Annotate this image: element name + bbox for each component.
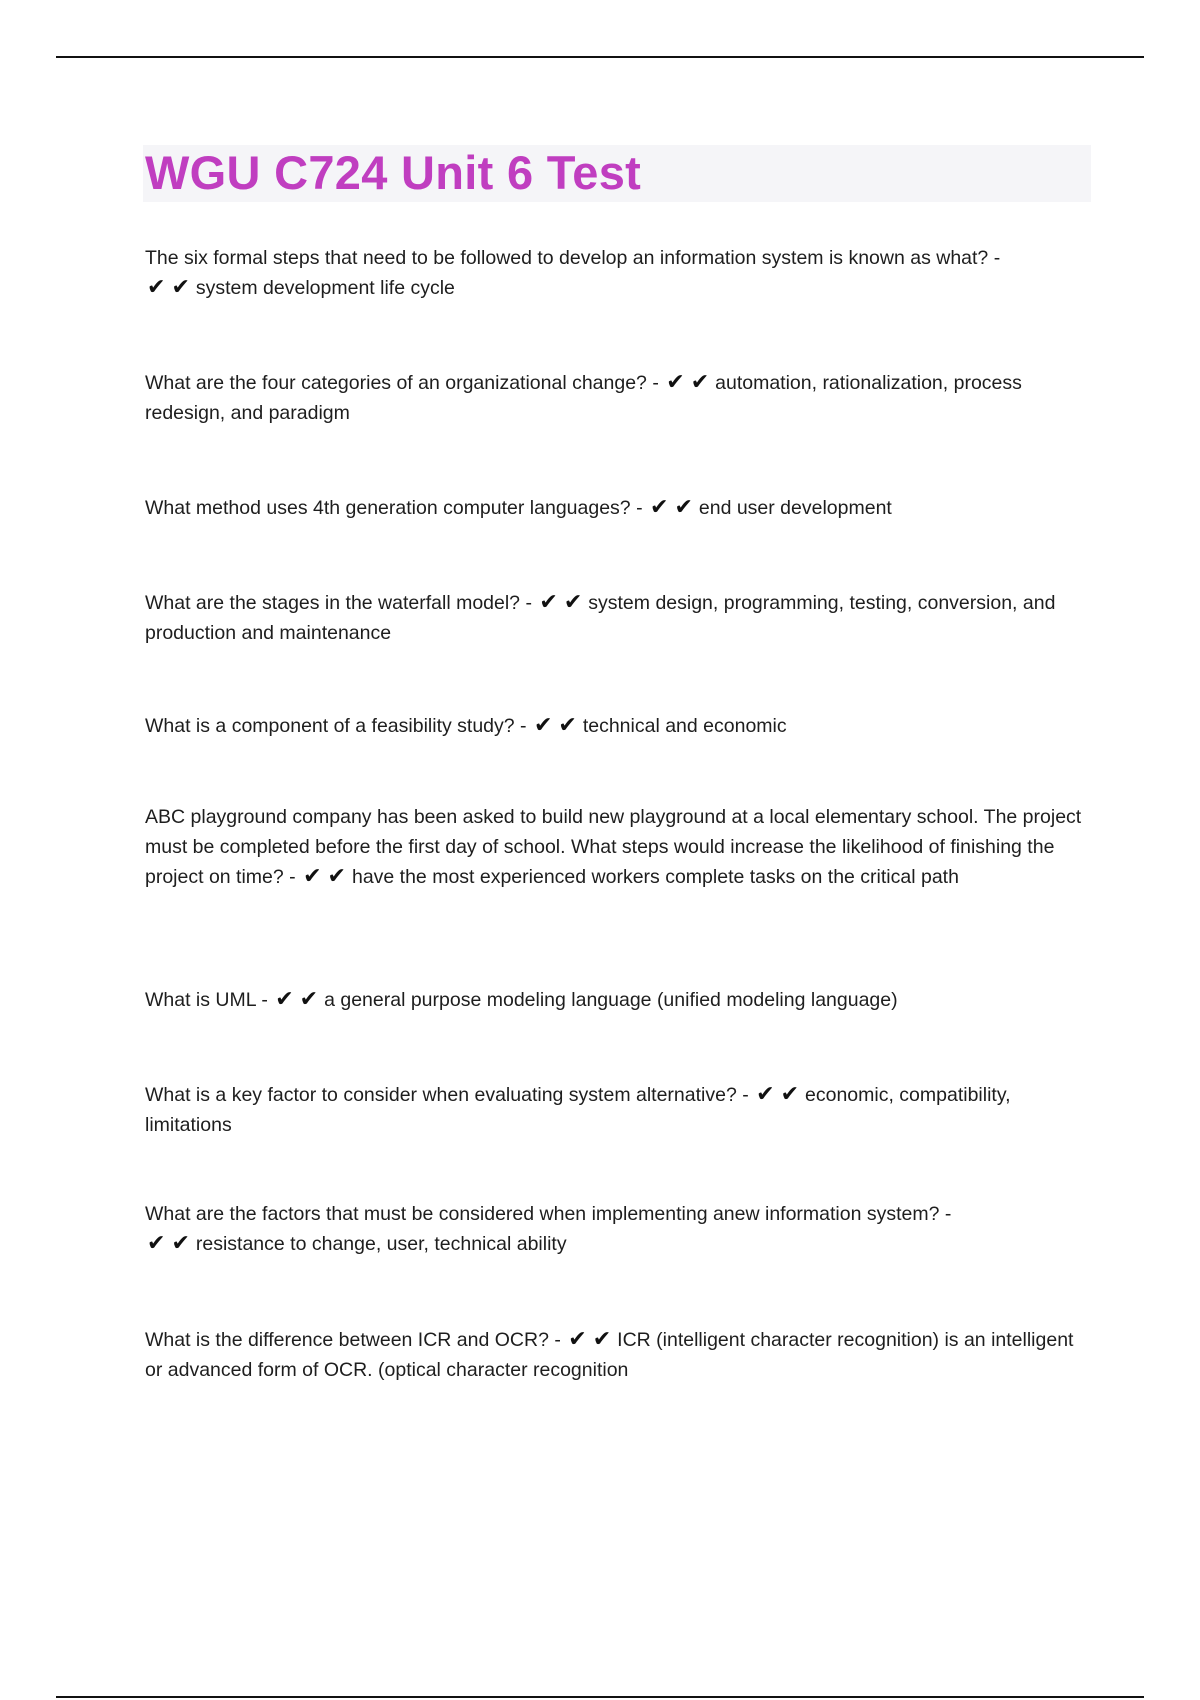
separator: - <box>652 372 659 394</box>
bottom-rule <box>56 1696 1144 1698</box>
check-icon: ✔ <box>780 1082 800 1107</box>
separator: - <box>554 1329 561 1351</box>
qa-item <box>145 1325 1085 1385</box>
check-icon: ✔ <box>147 275 166 300</box>
qa-item <box>145 985 1085 1015</box>
separator: - <box>944 1203 952 1225</box>
question-text: What is a key factor to consider when evaluating system alternative? <box>145 1084 737 1106</box>
separator: - <box>520 715 527 737</box>
separator: - <box>289 866 296 888</box>
qa-item <box>145 368 1085 428</box>
check-icon: ✔ <box>558 713 577 738</box>
check-icon: ✔ <box>650 495 669 520</box>
answer-text: have the most experienced workers complete tasks on the critical path <box>351 866 959 888</box>
question-text: What is UML <box>145 989 256 1011</box>
check-icon: ✔ <box>666 370 685 395</box>
answer-text: economic, compatibility, limitations <box>145 1084 1011 1136</box>
answer-text: automation, rationalization, process redesign, and paradigm <box>145 372 1022 424</box>
question-text: What is the difference between ICR and OCR? <box>145 1329 549 1351</box>
separator: - <box>636 497 643 519</box>
qa-item <box>145 711 1085 741</box>
check-icon: ✔ <box>275 987 294 1012</box>
check-icon: ✔ <box>171 1231 190 1256</box>
question-text: What is a component of a feasibility study? <box>145 715 515 737</box>
answer-text: end user development <box>698 497 892 519</box>
qa-item <box>145 802 1085 892</box>
check-icon: ✔ <box>539 590 558 615</box>
check-icon: ✔ <box>299 987 319 1012</box>
check-icon: ✔ <box>690 370 710 395</box>
qa-item <box>145 243 1085 303</box>
question-text: What are the four categories of an organizational change? <box>145 372 647 394</box>
answer-text: a general purpose modeling language (unified modeling language) <box>324 989 898 1011</box>
question-text: The six formal steps that need to be followed to develop an information system is known as what? <box>145 247 989 269</box>
separator: - <box>525 592 532 614</box>
answer-text: resistance to change, user, technical ability <box>195 1233 567 1255</box>
qa-item <box>145 1199 1085 1259</box>
question-text: What are the stages in the waterfall model? <box>145 592 521 614</box>
check-icon: ✔ <box>327 864 346 889</box>
check-icon: ✔ <box>592 1327 612 1352</box>
separator: - <box>261 989 268 1011</box>
check-icon: ✔ <box>563 590 583 615</box>
check-icon: ✔ <box>147 1231 166 1256</box>
answer-text: ICR (intelligent character recognition) is an intelligent or advanced form of OCR. (optical character recognition <box>145 1329 1074 1381</box>
answer-text: system development life cycle <box>195 277 455 299</box>
check-icon: ✔ <box>303 864 322 889</box>
answer-text: system design, programming, testing, conversion, and production and maintenance <box>145 592 1056 644</box>
question-text: What are the factors that must be considered when implementing anew information system? <box>145 1203 940 1225</box>
separator: - <box>742 1084 749 1106</box>
check-icon: ✔ <box>171 275 190 300</box>
check-icon: ✔ <box>533 713 553 738</box>
check-icon: ✔ <box>674 495 693 520</box>
top-rule <box>56 56 1144 58</box>
qa-item <box>145 588 1085 648</box>
qa-item <box>145 1080 1085 1140</box>
question-text: What method uses 4th generation computer languages? <box>145 497 631 519</box>
separator: - <box>993 247 1001 269</box>
page-title: WGU C724 Unit 6 Test <box>145 146 642 199</box>
check-icon: ✔ <box>756 1082 775 1107</box>
qa-item <box>145 493 1085 523</box>
check-icon: ✔ <box>568 1327 587 1352</box>
question-text: ABC playground company has been asked to build new playground at a local elementary school. The project must be completed before the first day of school. What steps would increase the likelihood of finishing the project on time? <box>145 806 1082 888</box>
answer-text: technical and economic <box>582 715 787 737</box>
